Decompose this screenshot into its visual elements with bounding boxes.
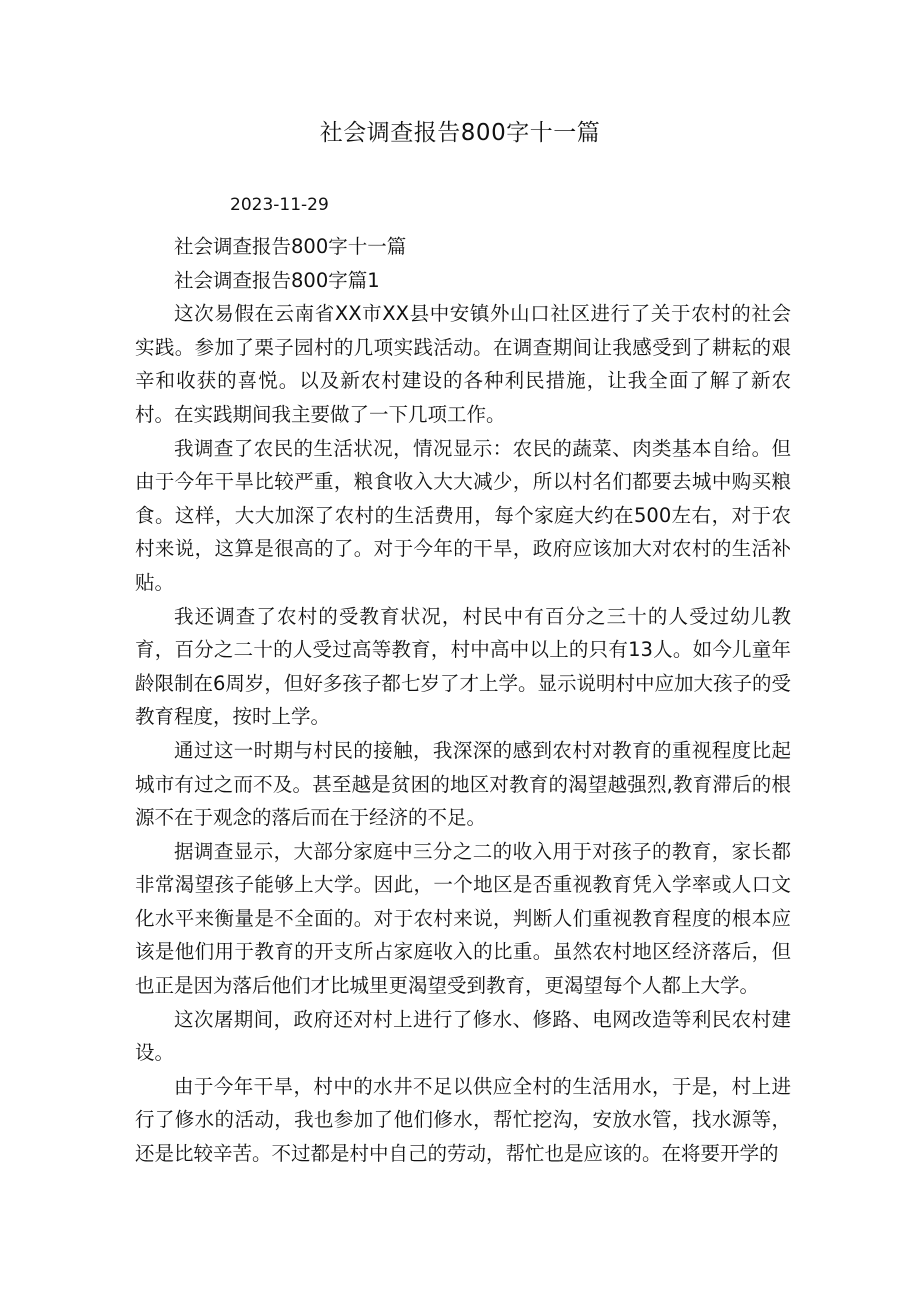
document-body	[135, 230, 791, 1171]
section-heading: 社会调查报告800字篇1	[174, 268, 380, 292]
paragraph: 由于今年干旱，村中的水井不足以供应全村的生活用水，于是，村上进行了修水的活动，我也参加了他们修水，帮忙挖沟，安放水管，找水源等，还是比较辛苦。不过都是村中自己的劳动，帮忙也是应该的。在将要开学的	[135, 1074, 791, 1166]
paragraph: 我调查了农民的生活状况，情况显示：农民的蔬菜、肉类基本自给。但由于今年干旱比较严重，粮食收入大大减少，所以村名们都要去城中购买粮食。这样，大大加深了农村的生活费用，每个家庭大约在500左右，对于农村来说，这算是很高的了。对于今年的干旱，政府应该加大对农村的生活补贴。	[135, 436, 791, 594]
paragraph: 据调查显示，大部分家庭中三分之二的收入用于对孩子的教育，家长都非常渴望孩子能够上大学。因此，一个地区是否重视教育凭入学率或人口文化水平来衡量是不全面的。对于农村来说，判断人们重视教育程度的根本应该是他们用于教育的开支所占家庭收入的比重。虽然农村地区经济落后，但也正是因为落后他们才比城里更渴望受到教育，更渴望每个人都上大学。	[135, 839, 791, 998]
paragraph: 这次屠期间，政府还对村上进行了修水、修路、电网改造等利民农村建设。	[135, 1007, 791, 1065]
paragraph: 这次易假在云南省XX市XX县中安镇外山口社区进行了关于农村的社会实践。参加了栗子园村的几项实践活动。在调查期间让我感受到了耕耘的艰辛和收获的喜悦。以及新农村建设的各种利民措施，让我全面了解了新农村。在实践期间我主要做了一下几项工作。	[135, 302, 791, 426]
paragraph: 通过这一时期与村民的接触，我深深的感到农村对教育的重视程度比起城市有过之而不及。甚至越是贫困的地区对教育的渴望越强烈,教育滞后的根源不在于观念的落后而在于经济的不足。	[135, 738, 791, 830]
document-title: 社会调查报告800字十一篇	[319, 120, 601, 146]
paragraph: 我还调查了农村的受教育状况，村民中有百分之三十的人受过幼儿教育，百分之二十的人受过高等教育，村中高中以上的只有13人。如今儿童年龄限制在6周岁，但好多孩子都七岁了才上学。显示说明村中应加大孩子的受教育程度，按时上学。	[135, 604, 791, 729]
document-date: 2023-11-29	[230, 195, 329, 215]
heading-line: 社会调查报告800字十一篇	[174, 235, 407, 258]
